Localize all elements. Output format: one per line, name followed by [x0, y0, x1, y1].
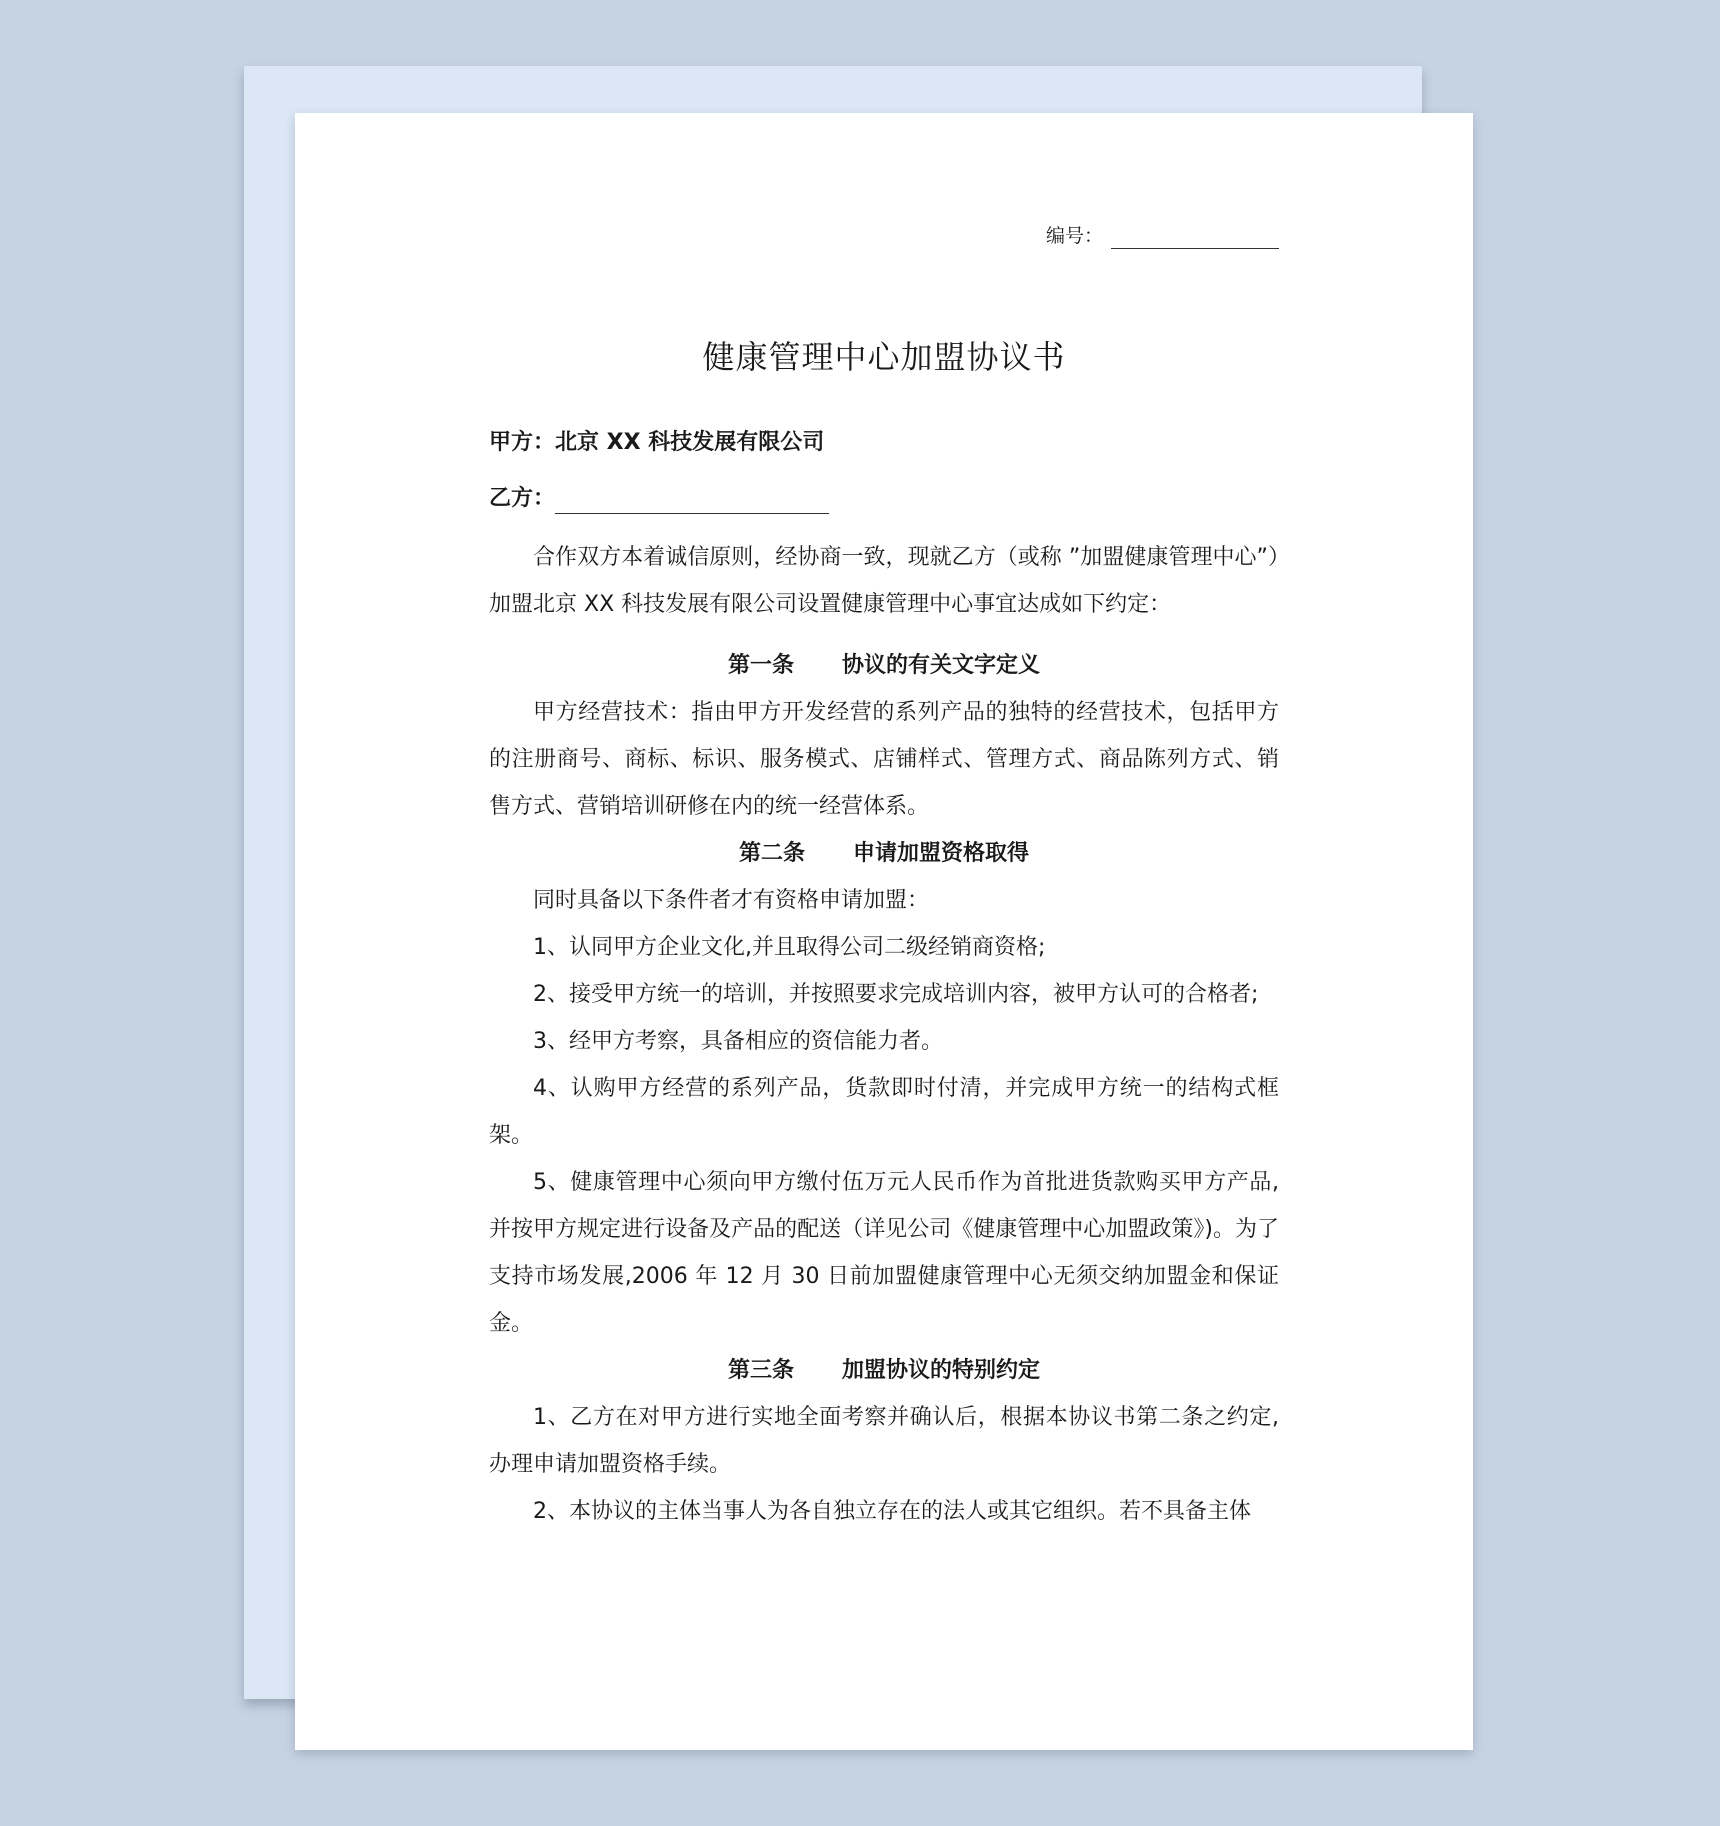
article-number: 第三条 — [727, 1358, 794, 1383]
article-paragraph: 1、认同甲方企业文化,并且取得公司二级经销商资格; — [533, 935, 1046, 960]
article-paragraph: 3、经甲方考察，具备相应的资信能力者。 — [533, 1029, 943, 1054]
document-number-row — [1046, 223, 1279, 249]
article-number: 第二条 — [738, 841, 805, 866]
party-a: 甲方：北京 XX 科技发展有限公司 — [489, 430, 825, 455]
article-heading — [489, 642, 1279, 689]
document-title: 健康管理中心加盟协议书 — [702, 338, 1066, 376]
article-title: 申请加盟资格取得 — [853, 841, 1030, 866]
article-title: 协议的有关文字定义 — [842, 653, 1041, 678]
party-b — [489, 484, 1279, 514]
document-number-blank — [1111, 228, 1279, 249]
document-page — [295, 113, 1473, 1750]
article-paragraph: 2、本协议的主体当事人为各自独立存在的法人或其它组织。若不具备主体 — [533, 1499, 1251, 1524]
document-number-label: 编号： — [1045, 225, 1103, 247]
article-heading — [489, 1347, 1279, 1394]
article-paragraph: 甲方经营技术：指由甲方开发经营的系列产品的独特的经营技术，包括甲方的注册商号、商标、标识、服务模式、店铺样式、管理方式、商品陈列方式、销售方式、营销培训研修在内的统一经营体系。 — [489, 700, 1279, 819]
article-paragraph: 同时具备以下条件者才有资格申请加盟： — [533, 888, 930, 913]
article-heading — [489, 830, 1279, 877]
article-number: 第一条 — [727, 653, 794, 678]
article-title: 加盟协议的特别约定 — [842, 1358, 1041, 1383]
article-paragraph: 2、接受甲方统一的培训，并按照要求完成培训内容，被甲方认可的合格者; — [533, 982, 1259, 1007]
intro-paragraph: 合作双方本着诚信原则，经协商一致，现就乙方（或称 ”加盟健康管理中心”）加盟北京 XX 科技发展有限公司设置健康管理中心事宜达成如下约定： — [489, 545, 1279, 617]
party-b-label: 乙方： — [489, 486, 556, 511]
party-b-blank — [555, 489, 829, 514]
article-paragraph: 4、认购甲方经营的系列产品，货款即时付清，并完成甲方统一的结构式框架。 — [489, 1076, 1279, 1148]
document-body — [489, 428, 1279, 1535]
article-paragraph: 5、健康管理中心须向甲方缴付伍万元人民币作为首批进货款购买甲方产品,并按甲方规定进行设备及产品的配送（详见公司《健康管理中心加盟政策》)。为了支持市场发展,2006 年 12 月 30 日前加盟健康管理中心无须交纳加盟金和保证金。 — [489, 1170, 1279, 1336]
article-paragraph: 1、乙方在对甲方进行实地全面考察并确认后，根据本协议书第二条之约定,办理申请加盟资格手续。 — [489, 1405, 1279, 1477]
